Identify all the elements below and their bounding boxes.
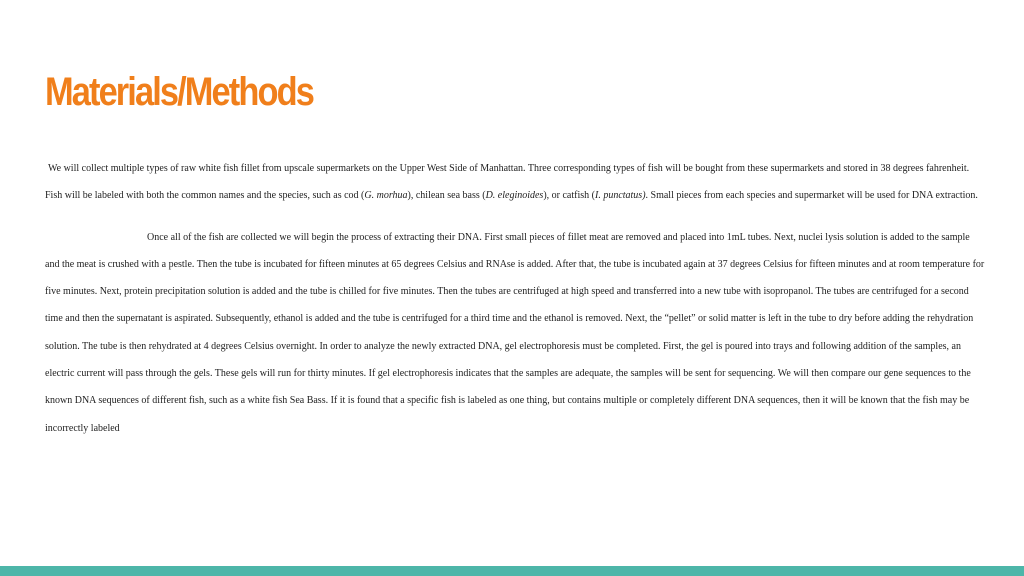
paragraph-collection [45, 155, 985, 210]
paragraph-collection-text-3: ), or catfish ( [543, 190, 595, 202]
species-cod: G. morhua [364, 190, 408, 202]
paragraph-collection-text-1: We will collect multiple types of raw white fish fillet from upscale supermarkets on the Upper West Side of Manhattan. Three corresponding types of fish will be bought from these supermarkets and stored in 38 degrees fahrenheit. Fish will be labeled with both the common names and the species, such as cod ( [45, 163, 970, 202]
paragraph-extraction: Once all of the fish are collected we will begin the process of extracting their DNA. First small pieces of fillet meat are removed and placed into 1mL tubes. Next, nuclei lysis solution is added to the sample and the meat is crushed with a pestle. Then the tube is incubated for fifteen minutes at 65 degrees Celsius and RNAse is added. After that, the tube is incubated again at 37 degrees Celsius for fifteen minutes and at room temperature for five minutes. Next, protein precipitation solution is added and the tube is chilled for five minutes. Then the tubes are centrifuged at high speed and transferred into a new tube with isopropanol. The tubes are centrifuged for a second time and then the supernatant is aspirated. Subsequently, ethanol is added and the tube is centrifuged for a third time and the ethanol is removed. Next, the “pellet” or solid matter is left in the tube to dry before adding the rehydration solution. The tube is then rehydrated at 4 degrees Celsius overnight. In order to analyze the newly extracted DNA, gel electrophoresis must be completed. First, the gel is poured into trays and following addition of the samples, an electric current will pass through the gels. These gels will run for thirty minutes. If gel electrophoresis indicates that the samples are adequate, the samples will be sent for sequencing. We will then compare our gene sequences to the known DNA sequences of different fish, such as a white fish Sea Bass. If it is found that a specific fish is labeled as one thing, but contains multiple or completely different DNA sequences, then it will be known that the fish may be incorrectly labeled [45, 231, 985, 434]
species-catfish: I. punctatus) [594, 190, 646, 202]
slide-body [45, 155, 985, 442]
species-chilean-sea-bass: D. eleginoides [485, 190, 544, 202]
paragraph-collection-text-4: . Small pieces from each species and supermarket will be used for DNA extraction. [645, 190, 978, 202]
accent-bar [0, 566, 1024, 576]
paragraph-collection-text-2: ), chilean sea bass ( [407, 190, 486, 202]
slide-title: Materials/Methods [45, 70, 313, 114]
